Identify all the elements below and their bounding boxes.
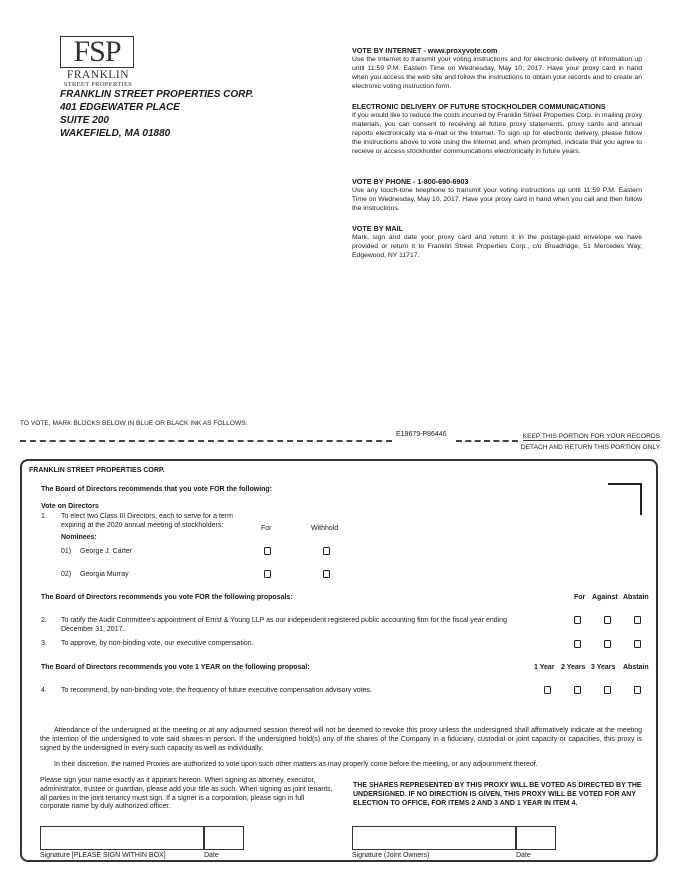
proxy-card — [20, 459, 658, 862]
vote-phone-heading: VOTE BY PHONE - 1-800-690-6903 — [352, 177, 469, 186]
company-logo-sub: STREET PROPERTIES — [63, 81, 133, 88]
for-column-header: For — [261, 525, 272, 532]
one-year-header: 1 Year — [534, 664, 555, 671]
electronic-delivery-heading: ELECTRONIC DELIVERY OF FUTURE STOCKHOLDER COMMUNICATIONS — [352, 102, 606, 111]
nominee1-withhold-checkbox[interactable] — [323, 547, 330, 555]
nominee2-number: 02) — [61, 571, 72, 578]
item2-text-a: To ratify the Audit Committee's appointment of Ernst & Young LLP as our independent registered public accounting firm for the fiscal year ending — [61, 617, 507, 624]
detach-portion-label: DETACH AND RETURN THIS PORTION ONLY — [520, 444, 660, 451]
control-code: E19679-P86446 — [396, 431, 447, 438]
three-years-header: 3 Years — [591, 664, 616, 671]
joint-signature-date-box[interactable] — [516, 826, 556, 850]
address-line3: WAKEFIELD, MA 01880 — [60, 128, 171, 139]
signature-date-box[interactable] — [204, 826, 244, 850]
vote-mail-heading: VOTE BY MAIL — [352, 224, 403, 233]
abstain-header-2: Abstain — [623, 664, 649, 671]
joint-signature-box[interactable] — [352, 826, 516, 850]
attendance-paragraph: Attendance of the undersigned at the meeting or at any adjourned session thereof will not be deemed to revoke this proxy unless the undersigned shall affirmatively indicate at the meeting the intention of the undersigned to vote said shares in person. If the undersigned hold(s) any of the shares of the Company in a fiduciary, custodial or joint capacity or capacities, this proxy is signed by the undersigned in every such capacity as well as individually. — [40, 727, 642, 752]
item3-text: To approve, by non-binding vote, our executive compensation. — [61, 640, 254, 647]
item3-abstain-checkbox[interactable] — [634, 640, 641, 648]
vote-internet-heading: VOTE BY INTERNET - www.proxyvote.com — [352, 46, 498, 55]
marking-instruction: TO VOTE, MARK BLOCKS BELOW IN BLUE OR BLACK INK AS FOLLOWS: — [20, 420, 248, 427]
for-header: For — [574, 594, 586, 601]
item2-number: 2. — [41, 617, 47, 624]
electronic-delivery-body: If you would like to reduce the costs incurred by Franklin Street Properties Corp. in mailing proxy materials, you can consent to receiving all future proxy statements, proxy cards and annual reports electronically via e-mail or the Internet. To sign up for electronic delivery, please follow the instructions above to vote using the Internet and, when prompted, indicate that you agree to receive or access stockholder communications electronically in future years. — [352, 112, 642, 155]
detach-line-middle — [456, 440, 518, 442]
item3-number: 3. — [41, 640, 47, 647]
withhold-column-header: Withhold — [311, 525, 339, 532]
nominee2-withhold-checkbox[interactable] — [323, 570, 330, 578]
nominee1-number: 01) — [61, 548, 72, 555]
vote-internet-body: Use the Internet to transmit your voting instructions and for electronic delivery of information up until 11:59 P.M. Eastern Time on Wednesday, May 10, 2017. Have your proxy card in hand when you access the web site and follow the instructions to obtain your records and to create an electronic voting instruction form. — [352, 56, 642, 90]
nominee1-name: George J. Carter — [80, 548, 133, 555]
item1-text-a: To elect two Class III Directors, each to serve for a term — [61, 513, 233, 520]
item4-number: 4. — [41, 687, 47, 694]
signature-date-label: Date — [204, 852, 219, 859]
vote-phone-body: Use any touch-tone telephone to transmit your voting instructions up until 11:59 P.M. Eastern Time on Wednesday, May 10, 2017. Have your proxy card in hand when you call and then follow the instructions. — [352, 187, 642, 212]
electronic-delivery-section — [352, 102, 642, 157]
item2-abstain-checkbox[interactable] — [634, 616, 641, 624]
signature-box[interactable] — [40, 826, 204, 850]
nominees-label: Nominees: — [61, 534, 97, 541]
vote-mail-body: Mark, sign and date your proxy card and return it in the postage-paid envelope we have provided or return it to Franklin Street Properties Corp., c/o Broadridge, 51 Mercedes Way, Edgewood, NY 11717. — [352, 234, 642, 259]
company-logo-name: FRANKLIN — [66, 69, 130, 81]
item3-for-checkbox[interactable] — [574, 640, 581, 648]
against-header: Against — [592, 594, 618, 601]
address-line2: SUITE 200 — [60, 115, 109, 126]
item1-number: 1. — [41, 513, 47, 520]
item4-1year-checkbox[interactable] — [544, 686, 551, 694]
item4-3years-checkbox[interactable] — [604, 686, 611, 694]
item2-against-checkbox[interactable] — [604, 616, 611, 624]
abstain-header: Abstain — [623, 594, 649, 601]
item2-for-checkbox[interactable] — [574, 616, 581, 624]
shares-notice: THE SHARES REPRESENTED BY THIS PROXY WILL BE VOTED AS DIRECTED BY THE UNDERSIGNED. IF NO DIRECTION IS GIVEN, THIS PROXY WILL BE VOTED FOR ANY ELECTION TO OFFICE, FOR ITEMS 2 AND 3 AND 1 YEAR IN ITEM 4. — [353, 782, 642, 807]
item4-text: To recommend, by non-binding vote, the frequency of future executive compensation advisory votes. — [61, 687, 372, 694]
board-recommendation-2: The Board of Directors recommends you vote FOR the following proposals: — [41, 594, 293, 601]
vote-phone-section — [352, 177, 642, 214]
corner-mark — [608, 483, 642, 515]
joint-signature-label: Signature (Joint Owners) — [352, 852, 430, 859]
item4-abstain-checkbox[interactable] — [634, 686, 641, 694]
item3-against-checkbox[interactable] — [604, 640, 611, 648]
signature-label: Signature [PLEASE SIGN WITHIN BOX] — [40, 852, 166, 859]
joint-signature-date-label: Date — [516, 852, 531, 859]
vote-on-directors-label: Vote on Directors — [41, 503, 99, 510]
nominee1-for-checkbox[interactable] — [264, 547, 271, 555]
discretion-paragraph: In their discretion, the named Proxies are authorized to vote upon such other matters as may properly come before the meeting, or any adjournment thereof. — [54, 761, 538, 768]
item2-text-b: December 31, 2017. — [61, 626, 125, 633]
address-line1: 401 EDGEWATER PLACE — [60, 102, 180, 113]
sign-instructions: Please sign your name exactly as it appears hereon. When signing as attorney, executor, administrator, trustee or guardian, please add your title as such. When signing as joint tenants, all parties in the joint tenancy must sign. If a signer is a corporation, please sign in full corporate name by duly authorized officer. — [40, 777, 333, 811]
two-years-header: 2 Years — [561, 664, 586, 671]
keep-portion-label: KEEP THIS PORTION FOR YOUR RECORDS — [522, 433, 660, 440]
detach-line-left — [20, 440, 392, 442]
company-logo-mark: FSP — [60, 36, 134, 68]
item1-text-b: expiring at the 2020 annual meeting of stockholders: — [61, 522, 224, 529]
vote-mail-section — [352, 224, 642, 261]
nominee2-for-checkbox[interactable] — [264, 570, 271, 578]
vote-internet-section — [352, 46, 642, 92]
nominee2-name: Georgia Murray — [80, 571, 129, 578]
card-company: FRANKLIN STREET PROPERTIES CORP. — [29, 467, 165, 474]
board-recommendation-3: The Board of Directors recommends you vote 1 YEAR on the following proposal: — [41, 664, 310, 671]
item4-2years-checkbox[interactable] — [574, 686, 581, 694]
board-recommendation-1: The Board of Directors recommends that you vote FOR the following: — [41, 486, 273, 493]
address-company: FRANKLIN STREET PROPERTIES CORP. — [60, 89, 254, 100]
